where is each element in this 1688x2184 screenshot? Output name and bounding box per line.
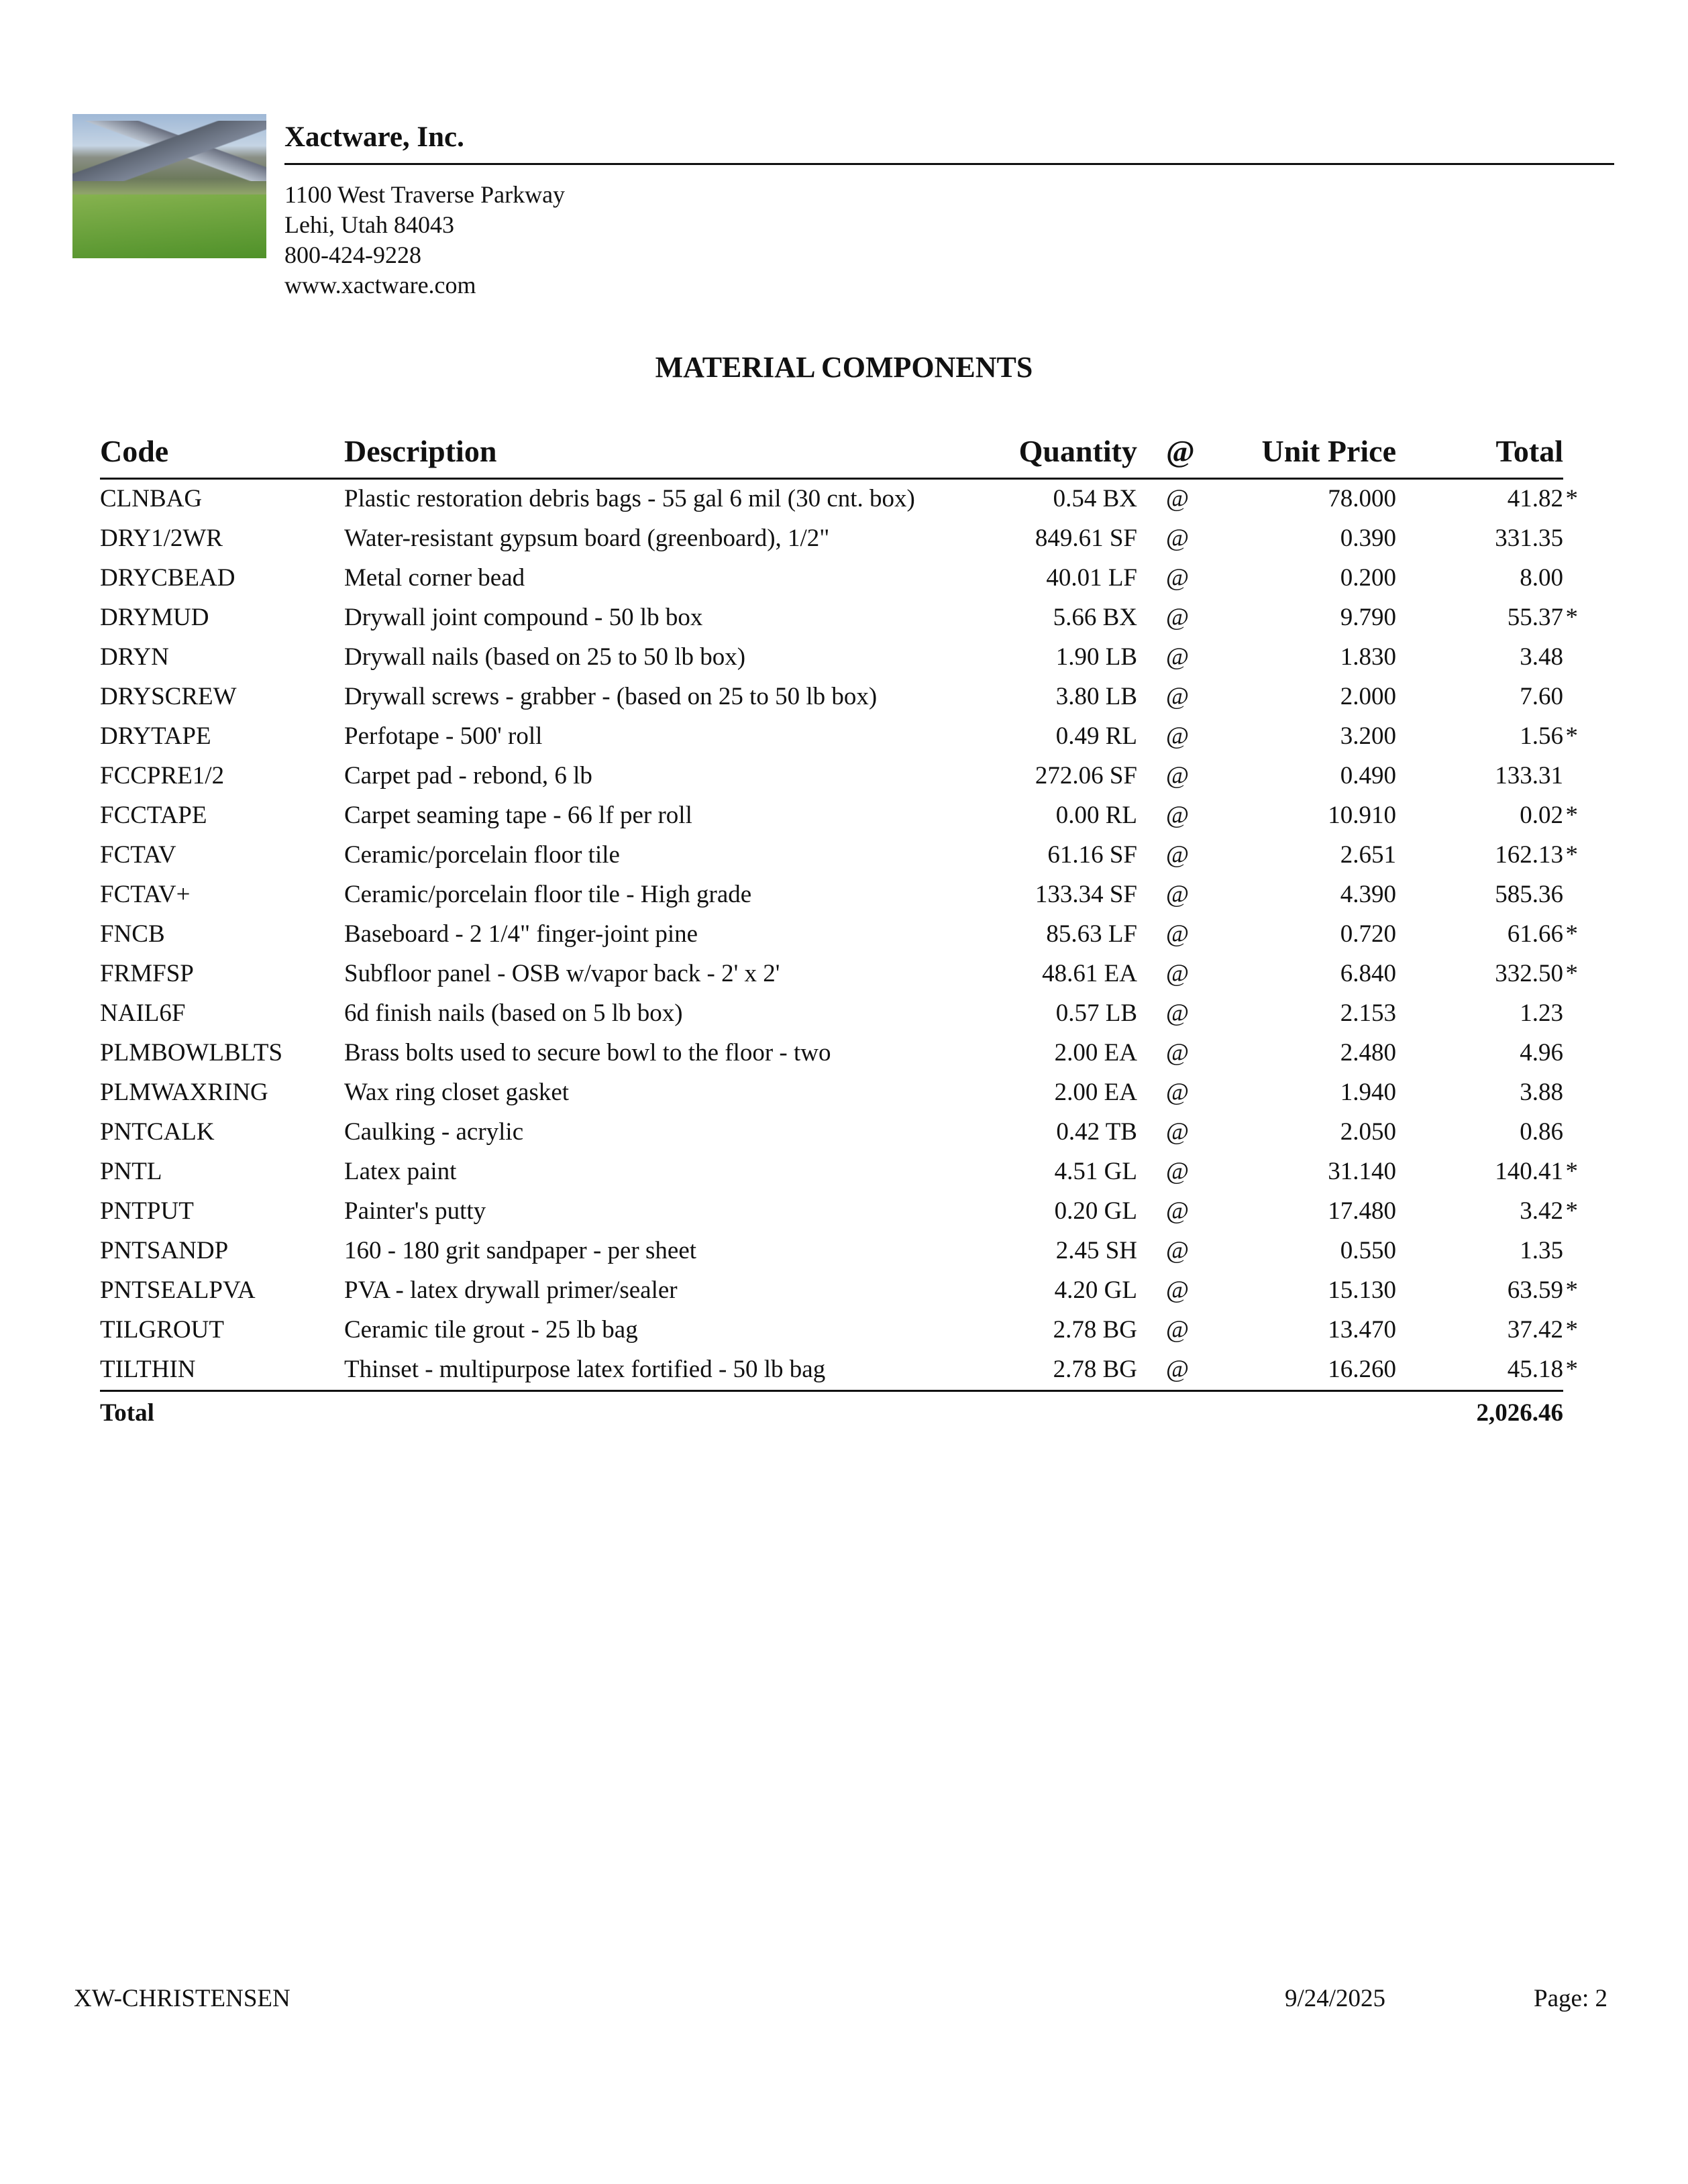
- item-total: [1396, 1271, 1578, 1311]
- item-total-value: 1.56: [1520, 722, 1563, 750]
- table-row: [100, 875, 1563, 915]
- item-quantity: 0.20 GL: [1054, 1197, 1137, 1225]
- table-row: [100, 1034, 1563, 1073]
- item-description: Painter's putty: [344, 1197, 486, 1225]
- item-unit-price: 10.910: [1328, 802, 1396, 829]
- item-total-flag: *: [1565, 485, 1578, 512]
- item-unit-price: 17.480: [1328, 1197, 1396, 1225]
- item-total: [1396, 836, 1578, 875]
- item-total-value: 162.13: [1495, 841, 1563, 869]
- item-description: Thinset - multipurpose latex fortified - 50 lb bag: [344, 1356, 826, 1383]
- item-quantity: 0.57 LB: [1055, 999, 1137, 1027]
- table-row: [100, 1271, 1563, 1311]
- item-quantity: 2.78 BG: [1053, 1316, 1137, 1344]
- item-code: PNTPUT: [100, 1197, 194, 1225]
- table-row: [100, 915, 1563, 954]
- table-row: [100, 994, 1563, 1034]
- item-unit-price: 3.200: [1340, 722, 1396, 750]
- item-at: @: [1166, 1316, 1190, 1344]
- item-unit-price: 0.490: [1340, 762, 1396, 789]
- item-at: @: [1166, 564, 1190, 592]
- item-at: @: [1166, 802, 1190, 829]
- item-description: Latex paint: [344, 1158, 457, 1185]
- table-row: [100, 717, 1563, 757]
- table-row: [100, 1232, 1563, 1271]
- item-total: [1396, 1113, 1563, 1152]
- item-at: @: [1166, 1197, 1190, 1225]
- column-header-code: Code: [100, 424, 344, 479]
- item-quantity: 0.49 RL: [1055, 722, 1137, 750]
- item-total-value: 7.60: [1520, 683, 1563, 710]
- item-total-flag: *: [1565, 1316, 1578, 1344]
- item-code: TILTHIN: [100, 1356, 196, 1383]
- company-name: Xactware, Inc.: [284, 121, 464, 153]
- item-at: @: [1166, 604, 1190, 631]
- item-total-value: 45.18: [1507, 1356, 1563, 1383]
- item-code: DRY1/2WR: [100, 525, 223, 552]
- item-unit-price: 0.720: [1340, 920, 1396, 948]
- item-total-flag: *: [1565, 841, 1578, 869]
- item-total: [1396, 1034, 1563, 1073]
- item-code: FCCPRE1/2: [100, 762, 225, 789]
- item-total-value: 1.35: [1520, 1237, 1563, 1264]
- item-unit-price: 0.550: [1340, 1237, 1396, 1264]
- column-header-description: Description: [344, 424, 953, 479]
- item-at: @: [1166, 485, 1190, 512]
- table-total-row: [100, 1391, 1563, 1434]
- item-total: [1396, 519, 1563, 559]
- item-description: 6d finish nails (based on 5 lb box): [344, 999, 683, 1027]
- item-total-flag: *: [1565, 1197, 1578, 1225]
- grand-total-value: 2,026.46: [1396, 1391, 1563, 1434]
- table-row: [100, 677, 1563, 717]
- address-street: 1100 West Traverse Parkway: [284, 181, 566, 208]
- item-description: Baseboard - 2 1/4" finger-joint pine: [344, 920, 698, 948]
- item-code: PNTL: [100, 1158, 162, 1185]
- item-at: @: [1166, 1356, 1190, 1383]
- item-description: 160 - 180 grit sandpaper - per sheet: [344, 1237, 697, 1264]
- item-at: @: [1166, 960, 1190, 987]
- item-quantity: 133.34 SF: [1035, 881, 1137, 908]
- item-quantity: 0.42 TB: [1056, 1118, 1137, 1146]
- item-total-value: 331.35: [1495, 525, 1563, 552]
- item-quantity: 1.90 LB: [1055, 643, 1137, 671]
- item-total-flag: *: [1565, 604, 1578, 631]
- item-total: [1396, 796, 1578, 836]
- item-total: [1396, 994, 1563, 1034]
- total-label: Total: [100, 1391, 344, 1434]
- item-at: @: [1166, 683, 1190, 710]
- item-total: [1396, 875, 1563, 915]
- table-row: [100, 796, 1563, 836]
- item-unit-price: 2.651: [1340, 841, 1396, 869]
- item-at: @: [1166, 1079, 1190, 1106]
- item-description: Subfloor panel - OSB w/vapor back - 2' x 2': [344, 960, 780, 987]
- item-unit-price: 2.480: [1340, 1039, 1396, 1067]
- table-row: [100, 1073, 1563, 1113]
- item-total-value: 140.41: [1495, 1158, 1563, 1185]
- item-code: FCTAV: [100, 841, 176, 869]
- item-description: Perfotape - 500' roll: [344, 722, 543, 750]
- item-quantity: 2.45 SH: [1055, 1237, 1137, 1264]
- item-at: @: [1166, 525, 1190, 552]
- table-row: [100, 757, 1563, 796]
- item-total: [1396, 677, 1563, 717]
- item-description: Wax ring closet gasket: [344, 1079, 570, 1106]
- item-description: Carpet seaming tape - 66 lf per roll: [344, 802, 692, 829]
- item-quantity: 0.54 BX: [1053, 485, 1137, 512]
- item-unit-price: 15.130: [1328, 1276, 1396, 1304]
- item-total: [1396, 717, 1578, 757]
- item-quantity: 40.01 LF: [1046, 564, 1137, 592]
- item-total-value: 1.23: [1520, 999, 1563, 1027]
- item-code: TILGROUT: [100, 1316, 224, 1344]
- item-total: [1396, 1192, 1578, 1232]
- item-total: [1396, 1073, 1563, 1113]
- item-total-flag: *: [1565, 920, 1578, 948]
- item-code: PNTCALK: [100, 1118, 215, 1146]
- item-at: @: [1166, 841, 1190, 869]
- item-unit-price: 0.200: [1340, 564, 1396, 592]
- item-unit-price: 6.840: [1340, 960, 1396, 987]
- item-code: PNTSANDP: [100, 1237, 229, 1264]
- item-code: NAIL6F: [100, 999, 186, 1027]
- item-total-value: 3.42: [1520, 1197, 1563, 1225]
- item-total-flag: *: [1565, 1158, 1578, 1185]
- item-quantity: 272.06 SF: [1035, 762, 1137, 789]
- item-description: Ceramic tile grout - 25 lb bag: [344, 1316, 638, 1344]
- item-quantity: 849.61 SF: [1035, 525, 1137, 552]
- address-city: Lehi, Utah 84043: [284, 211, 454, 238]
- item-unit-price: 2.000: [1340, 683, 1396, 710]
- table-row: [100, 559, 1563, 598]
- item-total: [1396, 598, 1578, 638]
- item-description: Plastic restoration debris bags - 55 gal 6 mil (30 cnt. box): [344, 485, 915, 512]
- item-quantity: 2.78 BG: [1053, 1356, 1137, 1383]
- item-unit-price: 1.940: [1340, 1079, 1396, 1106]
- item-description: Brass bolts used to secure bowl to the floor - two: [344, 1039, 831, 1067]
- item-total-value: 133.31: [1495, 762, 1563, 789]
- table-row: [100, 836, 1563, 875]
- item-code: FNCB: [100, 920, 165, 948]
- item-total-value: 3.88: [1520, 1079, 1563, 1106]
- item-code: FCCTAPE: [100, 802, 207, 829]
- item-code: DRYSCREW: [100, 683, 237, 710]
- item-total-value: 41.82: [1507, 485, 1563, 512]
- item-unit-price: 13.470: [1328, 1316, 1396, 1344]
- item-at: @: [1166, 1039, 1190, 1067]
- table-row: [100, 598, 1563, 638]
- header-divider: [284, 163, 1614, 165]
- column-header-total: Total: [1396, 424, 1563, 479]
- item-quantity: 48.61 EA: [1042, 960, 1137, 987]
- item-unit-price: 9.790: [1340, 604, 1396, 631]
- table-row: [100, 1152, 1563, 1192]
- item-code: DRYN: [100, 643, 169, 671]
- item-quantity: 4.51 GL: [1054, 1158, 1137, 1185]
- item-code: FRMFSP: [100, 960, 194, 987]
- item-total-value: 37.42: [1507, 1316, 1563, 1344]
- item-description: Ceramic/porcelain floor tile - High grade: [344, 881, 752, 908]
- item-unit-price: 1.830: [1340, 643, 1396, 671]
- item-code: DRYCBEAD: [100, 564, 235, 592]
- item-unit-price: 78.000: [1328, 485, 1396, 512]
- item-quantity: 4.20 GL: [1054, 1276, 1137, 1304]
- item-description: Caulking - acrylic: [344, 1118, 524, 1146]
- item-quantity: 61.16 SF: [1047, 841, 1137, 869]
- item-total: [1396, 757, 1563, 796]
- item-at: @: [1166, 1237, 1190, 1264]
- address-website: www.xactware.com: [284, 272, 476, 298]
- item-at: @: [1166, 1158, 1190, 1185]
- table-header-row: [100, 424, 1563, 479]
- item-total-flag: *: [1565, 1276, 1578, 1304]
- item-code: CLNBAG: [100, 485, 203, 512]
- page-title: MATERIAL COMPONENTS: [655, 351, 1033, 384]
- item-at: @: [1166, 1276, 1190, 1304]
- item-total: [1396, 1232, 1563, 1271]
- item-total: [1396, 1350, 1578, 1391]
- column-header-unit-price: Unit Price: [1201, 424, 1396, 479]
- item-code: DRYMUD: [100, 604, 209, 631]
- table-row: [100, 954, 1563, 994]
- item-total-flag: *: [1565, 1356, 1578, 1383]
- item-total: [1396, 915, 1578, 954]
- item-description: PVA - latex drywall primer/sealer: [344, 1276, 678, 1304]
- item-at: @: [1166, 920, 1190, 948]
- item-code: PLMBOWLBLTS: [100, 1039, 283, 1067]
- item-description: Drywall nails (based on 25 to 50 lb box): [344, 643, 746, 671]
- item-description: Drywall screws - grabber - (based on 25 to 50 lb box): [344, 683, 878, 710]
- item-quantity: 85.63 LF: [1046, 920, 1137, 948]
- item-unit-price: 0.390: [1340, 525, 1396, 552]
- item-at: @: [1166, 643, 1190, 671]
- item-total-flag: *: [1565, 802, 1578, 829]
- footer-date: 9/24/2025: [1284, 1985, 1385, 2012]
- item-code: PNTSEALPVA: [100, 1276, 256, 1304]
- item-code: FCTAV+: [100, 881, 191, 908]
- item-quantity: 0.00 RL: [1055, 802, 1137, 829]
- item-total-value: 0.02: [1520, 802, 1563, 829]
- item-unit-price: 4.390: [1340, 881, 1396, 908]
- item-total: [1396, 559, 1563, 598]
- item-total: [1396, 638, 1563, 677]
- item-code: PLMWAXRING: [100, 1079, 268, 1106]
- item-total: [1396, 1152, 1578, 1192]
- item-total-value: 63.59: [1507, 1276, 1563, 1304]
- item-total: [1396, 954, 1578, 994]
- footer-page-number: Page: 2: [1534, 1985, 1607, 2012]
- item-description: Carpet pad - rebond, 6 lb: [344, 762, 592, 789]
- item-total-value: 55.37: [1507, 604, 1563, 631]
- item-quantity: 2.00 EA: [1054, 1079, 1137, 1106]
- item-unit-price: 2.153: [1340, 999, 1396, 1027]
- item-unit-price: 16.260: [1328, 1356, 1396, 1383]
- item-at: @: [1166, 762, 1190, 789]
- table-row: [100, 479, 1563, 520]
- item-total-flag: *: [1565, 960, 1578, 987]
- table-row: [100, 1311, 1563, 1350]
- item-total-flag: *: [1565, 722, 1578, 750]
- footer-estimate-name: XW-CHRISTENSEN: [74, 1985, 291, 2012]
- item-total-value: 4.96: [1520, 1039, 1563, 1067]
- table-row: [100, 1350, 1563, 1391]
- item-quantity: 5.66 BX: [1053, 604, 1137, 631]
- column-header-quantity: Quantity: [953, 424, 1137, 479]
- table-row: [100, 638, 1563, 677]
- item-total-value: 332.50: [1495, 960, 1563, 987]
- item-total-value: 8.00: [1520, 564, 1563, 592]
- address-phone: 800-424-9228: [284, 241, 421, 268]
- item-at: @: [1166, 881, 1190, 908]
- item-total: [1396, 479, 1578, 520]
- column-header-at: @: [1137, 424, 1201, 479]
- item-description: Metal corner bead: [344, 564, 525, 592]
- table-row: [100, 1113, 1563, 1152]
- item-total: [1396, 1311, 1578, 1350]
- item-description: Water-resistant gypsum board (greenboard), 1/2": [344, 525, 830, 552]
- item-total-value: 61.66: [1507, 920, 1563, 948]
- item-code: DRYTAPE: [100, 722, 211, 750]
- item-description: Ceramic/porcelain floor tile: [344, 841, 620, 869]
- company-logo-landscape: [72, 114, 266, 258]
- item-unit-price: 2.050: [1340, 1118, 1396, 1146]
- item-at: @: [1166, 722, 1190, 750]
- item-description: Drywall joint compound - 50 lb box: [344, 604, 703, 631]
- item-at: @: [1166, 999, 1190, 1027]
- item-quantity: 2.00 EA: [1054, 1039, 1137, 1067]
- table-row: [100, 1192, 1563, 1232]
- item-total-value: 0.86: [1520, 1118, 1563, 1146]
- item-unit-price: 31.140: [1328, 1158, 1396, 1185]
- item-total-value: 3.48: [1520, 643, 1563, 671]
- company-address: [284, 180, 565, 301]
- item-at: @: [1166, 1118, 1190, 1146]
- material-components-table: [100, 424, 1578, 1433]
- item-total-value: 585.36: [1495, 881, 1563, 908]
- table-row: [100, 519, 1563, 559]
- item-quantity: 3.80 LB: [1055, 683, 1137, 710]
